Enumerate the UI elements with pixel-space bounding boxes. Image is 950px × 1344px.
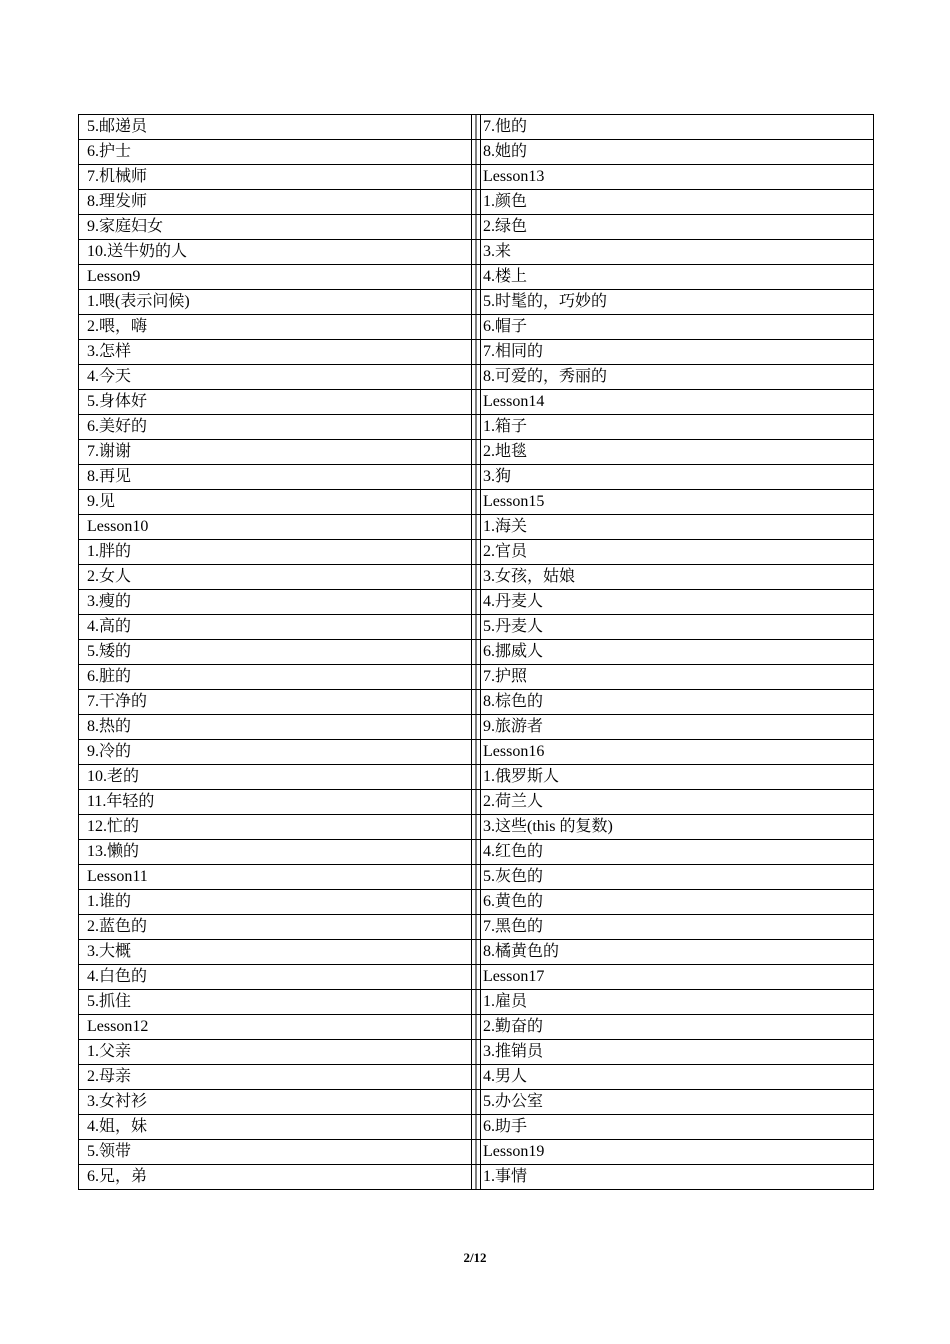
table-row xyxy=(79,190,874,215)
table-row xyxy=(79,115,874,140)
column-divider xyxy=(472,590,481,615)
column-divider xyxy=(472,215,481,240)
column-divider xyxy=(472,140,481,165)
column-divider xyxy=(472,290,481,315)
table-row xyxy=(79,565,874,590)
right-cell: 3.这些(this 的复数) xyxy=(481,815,874,840)
right-cell: 2.荷兰人 xyxy=(481,790,874,815)
column-divider xyxy=(472,240,481,265)
right-cell: Lesson17 xyxy=(481,965,874,990)
right-cell: 1.海关 xyxy=(481,515,874,540)
right-cell: 6.助手 xyxy=(481,1115,874,1140)
table-row xyxy=(79,1115,874,1140)
right-cell: 6.黄色的 xyxy=(481,890,874,915)
column-divider xyxy=(472,490,481,515)
column-divider xyxy=(472,815,481,840)
column-divider xyxy=(472,840,481,865)
column-divider xyxy=(472,265,481,290)
left-cell: 12.忙的 xyxy=(79,815,472,840)
left-cell: 1.喂(表示问候) xyxy=(79,290,472,315)
column-divider xyxy=(472,615,481,640)
column-divider xyxy=(472,915,481,940)
left-cell: 3.瘦的 xyxy=(79,590,472,615)
table-row xyxy=(79,1015,874,1040)
column-divider xyxy=(472,865,481,890)
column-divider xyxy=(472,1140,481,1165)
right-cell: 4.男人 xyxy=(481,1065,874,1090)
left-cell: 9.见 xyxy=(79,490,472,515)
left-cell: 4.白色的 xyxy=(79,965,472,990)
column-divider xyxy=(472,315,481,340)
right-cell: Lesson16 xyxy=(481,740,874,765)
table-row xyxy=(79,840,874,865)
left-cell: 8.热的 xyxy=(79,715,472,740)
left-cell: 5.邮递员 xyxy=(79,115,472,140)
table-row xyxy=(79,640,874,665)
table-row xyxy=(79,415,874,440)
right-cell: 1.雇员 xyxy=(481,990,874,1015)
right-cell: 2.勤奋的 xyxy=(481,1015,874,1040)
right-cell: 7.相同的 xyxy=(481,340,874,365)
left-cell: 3.大概 xyxy=(79,940,472,965)
table-row xyxy=(79,790,874,815)
table-row xyxy=(79,865,874,890)
left-cell: 7.谢谢 xyxy=(79,440,472,465)
left-cell: 2.女人 xyxy=(79,565,472,590)
table-row xyxy=(79,340,874,365)
right-cell: 1.俄罗斯人 xyxy=(481,765,874,790)
left-cell: 7.机械师 xyxy=(79,165,472,190)
left-cell: 7.干净的 xyxy=(79,690,472,715)
left-cell: 1.父亲 xyxy=(79,1040,472,1065)
right-cell: 4.丹麦人 xyxy=(481,590,874,615)
left-cell: 6.美好的 xyxy=(79,415,472,440)
column-divider xyxy=(472,190,481,215)
left-cell: Lesson12 xyxy=(79,1015,472,1040)
column-divider xyxy=(472,715,481,740)
column-divider xyxy=(472,340,481,365)
column-divider xyxy=(472,890,481,915)
left-cell: 1.胖的 xyxy=(79,540,472,565)
column-divider xyxy=(472,115,481,140)
right-cell: 4.楼上 xyxy=(481,265,874,290)
left-cell: 2.喂，嗨 xyxy=(79,315,472,340)
right-cell: 3.推销员 xyxy=(481,1040,874,1065)
table-row xyxy=(79,1165,874,1190)
table-row xyxy=(79,465,874,490)
right-cell: 1.箱子 xyxy=(481,415,874,440)
right-cell: 5.时髦的，巧妙的 xyxy=(481,290,874,315)
table-row xyxy=(79,815,874,840)
table-row xyxy=(79,390,874,415)
column-divider xyxy=(472,665,481,690)
left-cell: 8.理发师 xyxy=(79,190,472,215)
left-cell: 10.送牛奶的人 xyxy=(79,240,472,265)
table-row xyxy=(79,165,874,190)
column-divider xyxy=(472,440,481,465)
left-cell: 1.谁的 xyxy=(79,890,472,915)
right-cell: 3.来 xyxy=(481,240,874,265)
table-row xyxy=(79,965,874,990)
column-divider xyxy=(472,765,481,790)
table-row xyxy=(79,240,874,265)
column-divider xyxy=(472,165,481,190)
left-cell: 11.年轻的 xyxy=(79,790,472,815)
table-row xyxy=(79,765,874,790)
table-row xyxy=(79,215,874,240)
right-cell: 8.橘黄色的 xyxy=(481,940,874,965)
column-divider xyxy=(472,1015,481,1040)
vocabulary-table-body xyxy=(79,115,874,1190)
right-cell: 3.女孩，姑娘 xyxy=(481,565,874,590)
table-row xyxy=(79,265,874,290)
left-cell: 5.矮的 xyxy=(79,640,472,665)
table-row xyxy=(79,740,874,765)
left-cell: 3.怎样 xyxy=(79,340,472,365)
left-cell: Lesson9 xyxy=(79,265,472,290)
column-divider xyxy=(472,565,481,590)
right-cell: 8.可爱的，秀丽的 xyxy=(481,365,874,390)
right-cell: 6.挪威人 xyxy=(481,640,874,665)
vocabulary-table xyxy=(78,114,874,1190)
left-cell: 8.再见 xyxy=(79,465,472,490)
left-cell: 4.今天 xyxy=(79,365,472,390)
right-cell: 4.红色的 xyxy=(481,840,874,865)
left-cell: Lesson10 xyxy=(79,515,472,540)
column-divider xyxy=(472,790,481,815)
right-cell: 2.绿色 xyxy=(481,215,874,240)
table-row xyxy=(79,515,874,540)
table-row xyxy=(79,290,874,315)
left-cell: 3.女衬衫 xyxy=(79,1090,472,1115)
table-row xyxy=(79,615,874,640)
left-cell: 6.护士 xyxy=(79,140,472,165)
right-cell: 3.狗 xyxy=(481,465,874,490)
right-cell: 1.事情 xyxy=(481,1165,874,1190)
right-cell: 8.她的 xyxy=(481,140,874,165)
table-row xyxy=(79,315,874,340)
left-cell: 9.冷的 xyxy=(79,740,472,765)
right-cell: 5.灰色的 xyxy=(481,865,874,890)
table-row xyxy=(79,365,874,390)
column-divider xyxy=(472,1065,481,1090)
left-cell: 5.领带 xyxy=(79,1140,472,1165)
left-cell: 9.家庭妇女 xyxy=(79,215,472,240)
right-cell: Lesson15 xyxy=(481,490,874,515)
left-cell: 2.母亲 xyxy=(79,1065,472,1090)
table-row xyxy=(79,665,874,690)
table-row xyxy=(79,915,874,940)
table-row xyxy=(79,1065,874,1090)
right-cell: 7.黑色的 xyxy=(481,915,874,940)
right-cell: Lesson13 xyxy=(481,165,874,190)
right-cell: Lesson19 xyxy=(481,1140,874,1165)
table-row xyxy=(79,440,874,465)
table-row xyxy=(79,990,874,1015)
left-cell: 6.脏的 xyxy=(79,665,472,690)
page-number: 2/12 xyxy=(463,1250,487,1265)
column-divider xyxy=(472,640,481,665)
column-divider xyxy=(472,390,481,415)
table-row xyxy=(79,1040,874,1065)
left-cell: 5.抓住 xyxy=(79,990,472,1015)
column-divider xyxy=(472,990,481,1015)
right-cell: 9.旅游者 xyxy=(481,715,874,740)
right-cell: 5.办公室 xyxy=(481,1090,874,1115)
left-cell: 6.兄，弟 xyxy=(79,1165,472,1190)
table-row xyxy=(79,890,874,915)
table-row xyxy=(79,690,874,715)
right-cell: 7.他的 xyxy=(481,115,874,140)
left-cell: 4.姐，妹 xyxy=(79,1115,472,1140)
table-row xyxy=(79,1140,874,1165)
left-cell: Lesson11 xyxy=(79,865,472,890)
column-divider xyxy=(472,415,481,440)
right-cell: 7.护照 xyxy=(481,665,874,690)
left-cell: 13.懒的 xyxy=(79,840,472,865)
right-cell: 2.地毯 xyxy=(481,440,874,465)
left-cell: 10.老的 xyxy=(79,765,472,790)
table-row xyxy=(79,590,874,615)
column-divider xyxy=(472,690,481,715)
column-divider xyxy=(472,515,481,540)
left-cell: 2.蓝色的 xyxy=(79,915,472,940)
table-row xyxy=(79,940,874,965)
column-divider xyxy=(472,465,481,490)
column-divider xyxy=(472,1040,481,1065)
table-row xyxy=(79,140,874,165)
column-divider xyxy=(472,940,481,965)
column-divider xyxy=(472,540,481,565)
right-cell: 5.丹麦人 xyxy=(481,615,874,640)
table-row xyxy=(79,1090,874,1115)
table-row xyxy=(79,540,874,565)
column-divider xyxy=(472,1115,481,1140)
right-cell: Lesson14 xyxy=(481,390,874,415)
column-divider xyxy=(472,1165,481,1190)
right-cell: 1.颜色 xyxy=(481,190,874,215)
right-cell: 8.棕色的 xyxy=(481,690,874,715)
column-divider xyxy=(472,365,481,390)
column-divider xyxy=(472,740,481,765)
table-row xyxy=(79,490,874,515)
table-row xyxy=(79,715,874,740)
right-cell: 2.官员 xyxy=(481,540,874,565)
column-divider xyxy=(472,1090,481,1115)
left-cell: 5.身体好 xyxy=(79,390,472,415)
left-cell: 4.高的 xyxy=(79,615,472,640)
right-cell: 6.帽子 xyxy=(481,315,874,340)
column-divider xyxy=(472,965,481,990)
